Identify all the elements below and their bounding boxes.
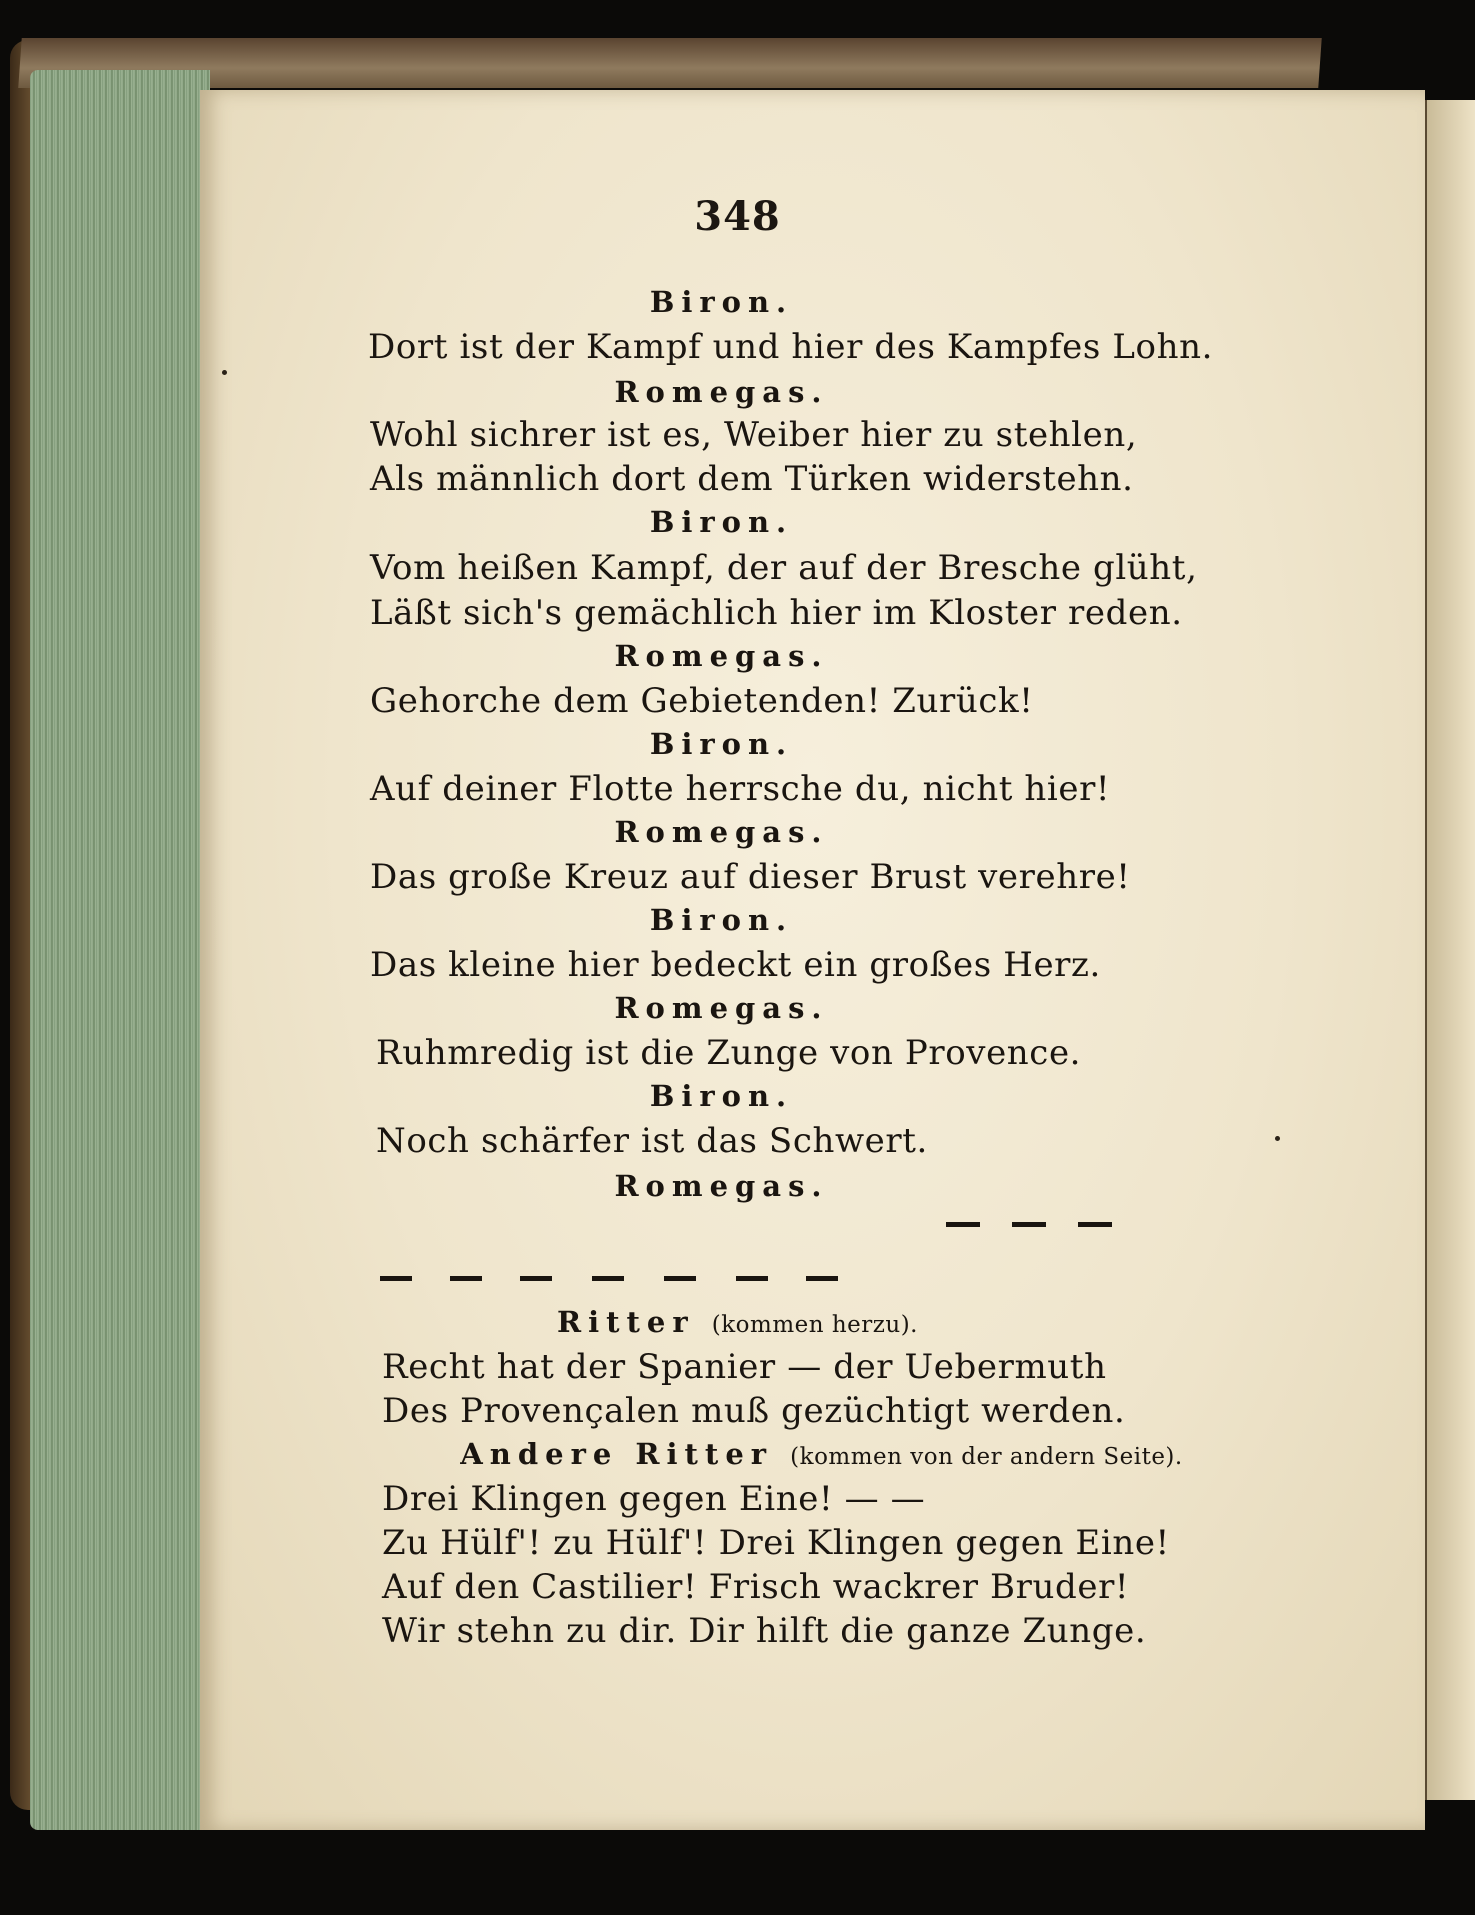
verse-line: Gehorche dem Gebietenden! Zurück! xyxy=(370,681,1034,721)
dash-rule xyxy=(1078,1222,1112,1227)
dash-rule xyxy=(736,1276,768,1281)
page-edges xyxy=(30,70,210,1830)
dash-rule xyxy=(946,1222,980,1227)
dash-rule xyxy=(380,1276,412,1281)
speaker-label: Andere Ritter (kommen von der andern Seite). xyxy=(460,1437,1183,1471)
speaker-label: Romegas. xyxy=(614,991,829,1025)
verse-line: Zu Hülf'! zu Hülf'! Drei Klingen gegen Eine! xyxy=(382,1523,1170,1563)
speaker-label: Biron. xyxy=(649,727,794,761)
speaker-label: Biron. xyxy=(649,285,794,319)
speaker-label: Biron. xyxy=(649,1079,794,1113)
speaker-label: Romegas. xyxy=(614,815,829,849)
verse-line: Auf den Castilier! Frisch wackrer Bruder! xyxy=(382,1567,1130,1607)
speaker-label: Biron. xyxy=(649,903,794,937)
verse-line: Läßt sich's gemächlich hier im Kloster reden. xyxy=(370,593,1183,633)
verse-line: Drei Klingen gegen Eine! — — xyxy=(382,1479,926,1519)
stage-direction: (kommen von der andern Seite). xyxy=(790,1444,1183,1470)
verse-line: Auf deiner Flotte herrsche du, nicht hier! xyxy=(370,769,1111,809)
page-number: 348 xyxy=(694,193,781,240)
dash-rule xyxy=(450,1276,482,1281)
verse-line: Als männlich dort dem Türken widerstehn. xyxy=(370,459,1134,499)
verse-line: Des Provençalen muß gezüchtigt werden. xyxy=(382,1391,1126,1431)
verse-line: Noch schärfer ist das Schwert. xyxy=(376,1121,928,1161)
stage-direction: (kommen herzu). xyxy=(711,1312,918,1338)
verse-line: Wohl sichrer ist es, Weiber hier zu stehlen, xyxy=(370,415,1138,455)
dash-rule xyxy=(1012,1222,1046,1227)
verse-line: Recht hat der Spanier — der Uebermuth xyxy=(382,1347,1107,1387)
facing-page-edge xyxy=(1425,100,1475,1800)
verse-line: Das große Kreuz auf dieser Brust verehre! xyxy=(370,857,1131,897)
verse-line: Dort ist der Kampf und hier des Kampfes Lohn. xyxy=(368,327,1214,367)
speaker-label: Romegas. xyxy=(614,1169,829,1203)
dash-rule xyxy=(806,1276,838,1281)
verse-line: Wir stehn zu dir. Dir hilft die ganze Zunge. xyxy=(382,1611,1147,1651)
speaker-label: Romegas. xyxy=(614,375,829,409)
speaker-label: Biron. xyxy=(649,505,794,539)
ink-speck xyxy=(222,370,227,375)
book-cover-edge xyxy=(18,38,1321,88)
dash-rule xyxy=(664,1276,696,1281)
dash-rule xyxy=(592,1276,624,1281)
dash-rule xyxy=(520,1276,552,1281)
speaker-label: Ritter (kommen herzu). xyxy=(557,1305,918,1339)
verse-line: Ruhmredig ist die Zunge von Provence. xyxy=(376,1033,1082,1073)
ink-speck xyxy=(1275,1136,1280,1141)
verse-line: Das kleine hier bedeckt ein großes Herz. xyxy=(370,945,1101,985)
speaker-label: Romegas. xyxy=(614,639,829,673)
verse-line: Vom heißen Kampf, der auf der Bresche glüht, xyxy=(370,548,1198,588)
